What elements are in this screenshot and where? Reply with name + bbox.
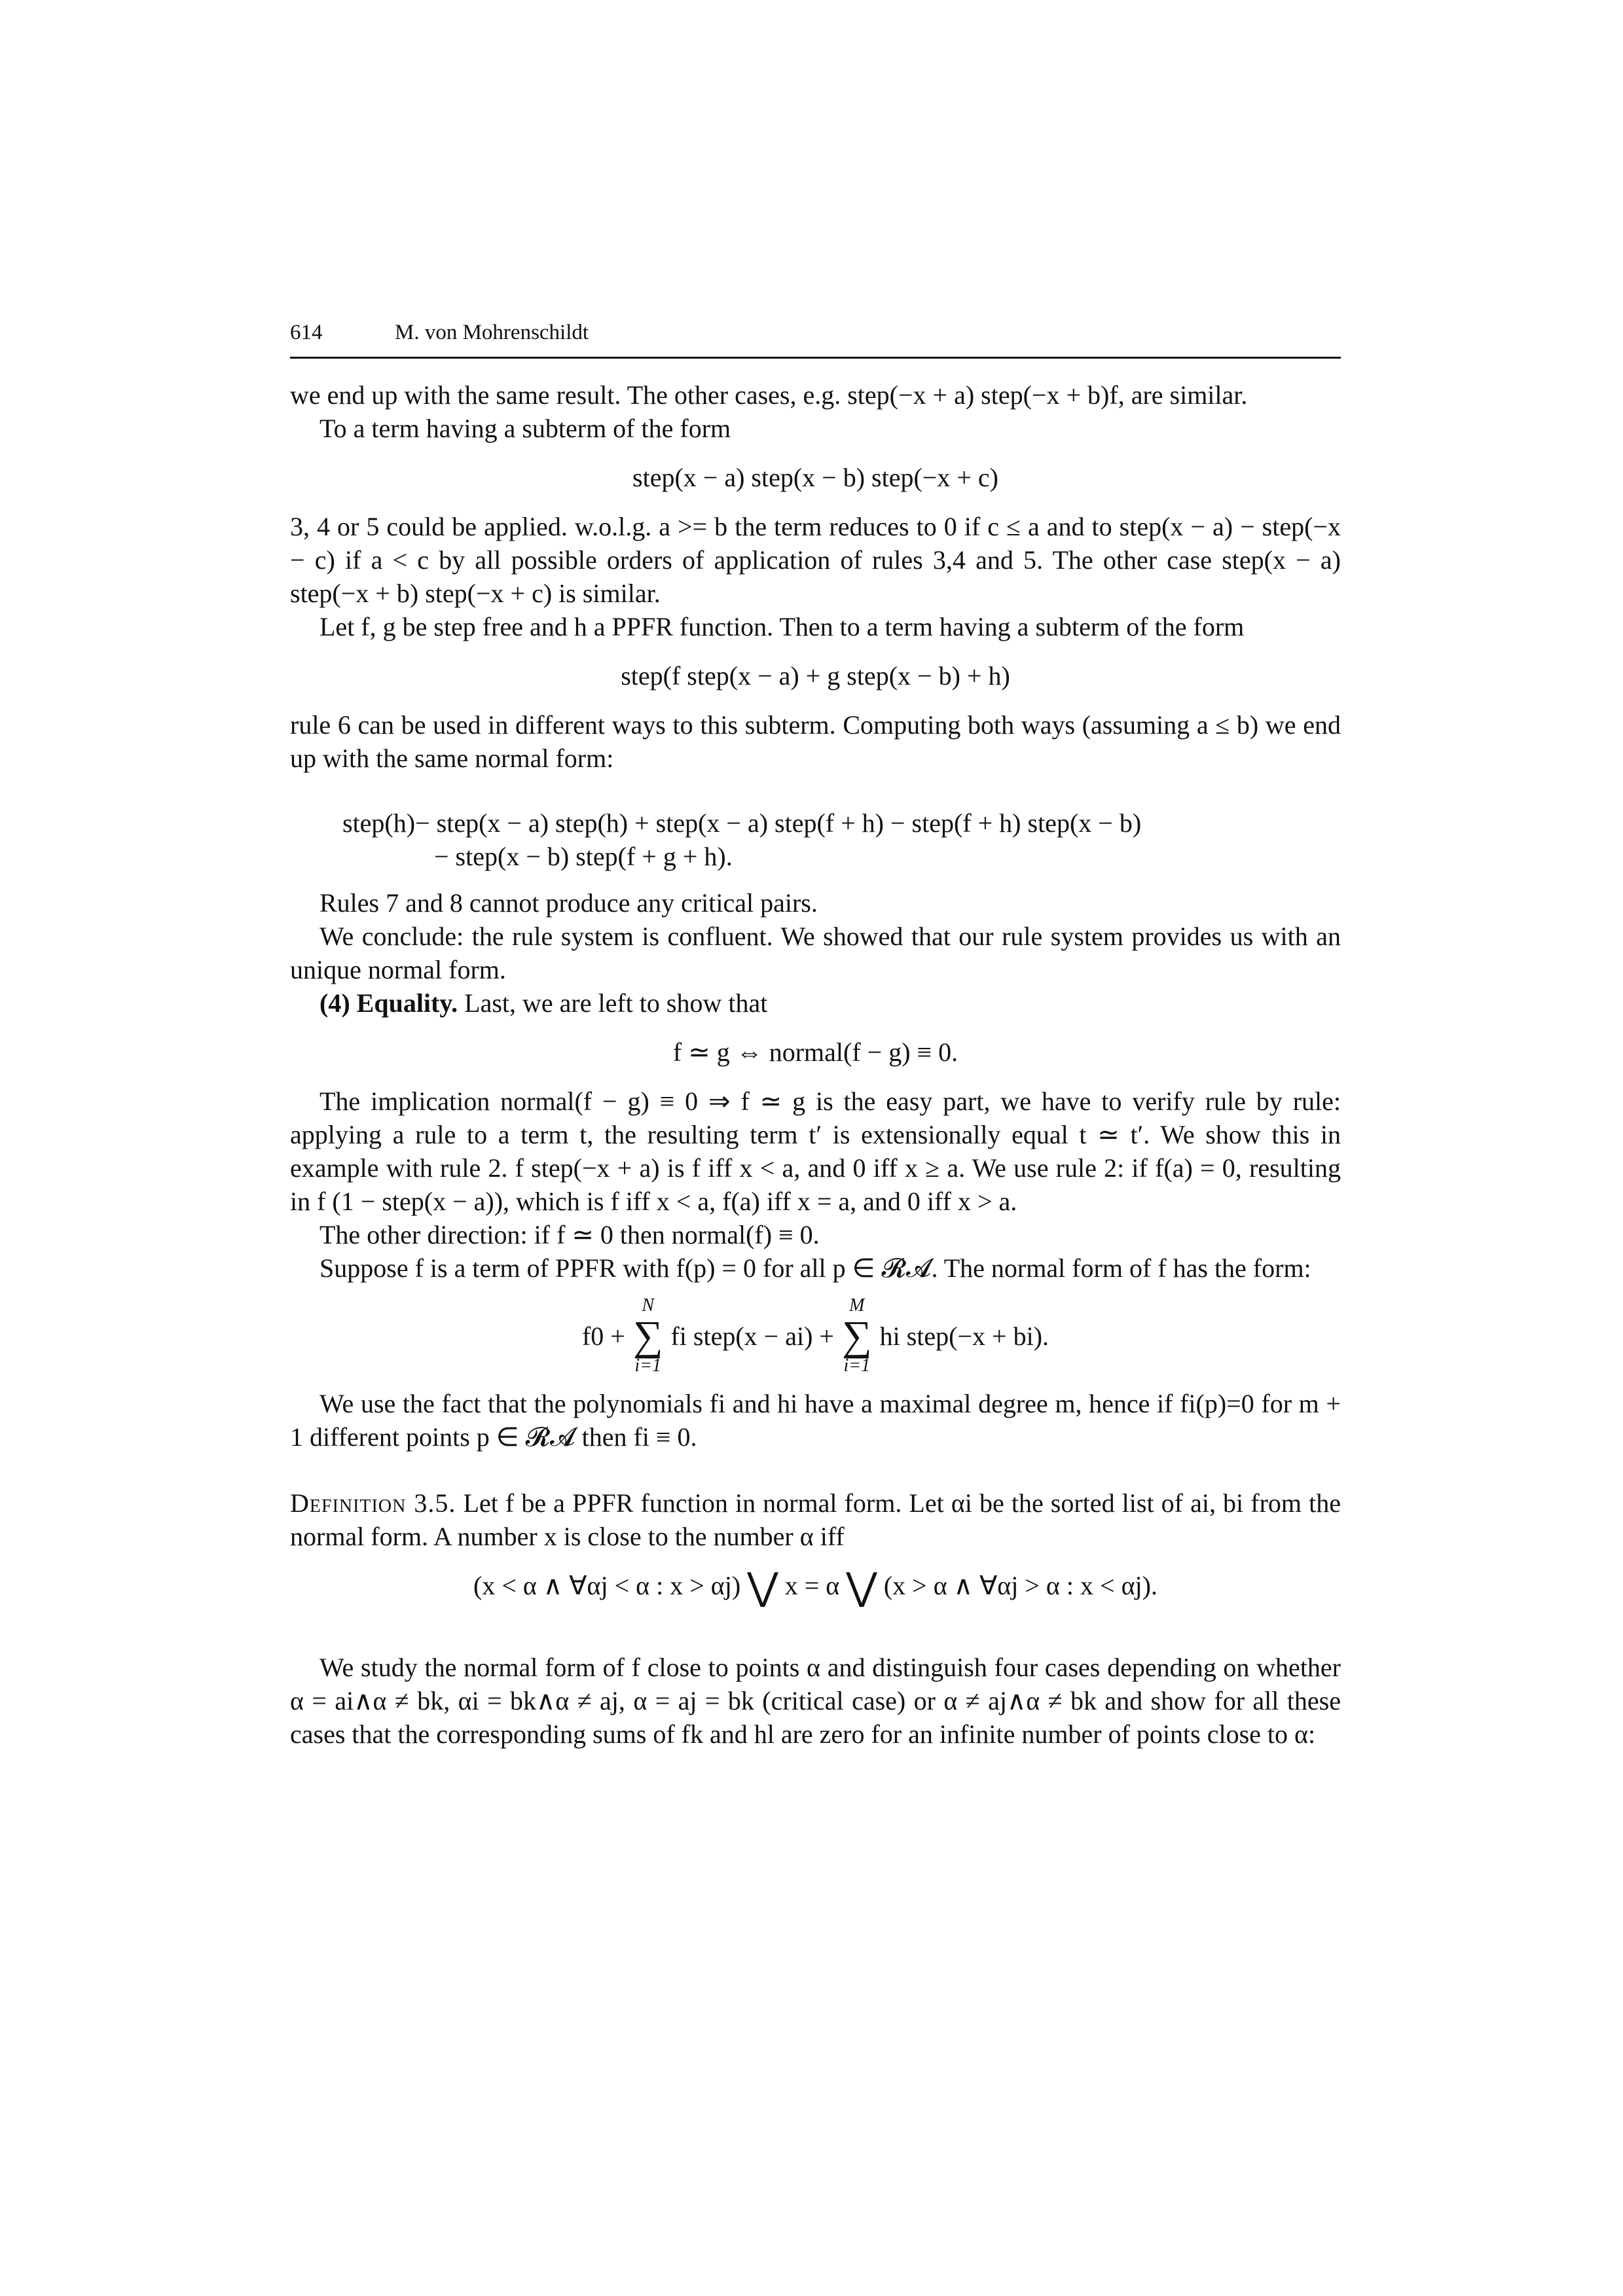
equation-part: hi step(−x + bi). <box>879 1321 1049 1351</box>
display-equation: step(f step(x − a) + g step(x − b) + h) <box>621 661 1010 691</box>
paragraph <box>290 986 1341 1020</box>
paragraph: we end up with the same result. The other cases, e.g. step(−x + a) step(−x + b)f, are similar. <box>290 380 1248 410</box>
section-label: (4) Equality. <box>319 988 458 1018</box>
equation-line: − step(x − b) step(f + g + h). <box>434 842 733 871</box>
paragraph: We study the normal form of f close to points α and distinguish four cases depending on whether α = ai∧α ≠ bk, αi = bk∧α ≠ aj, α = aj = bk (critical case) or α ≠ aj∧α ≠ bk and show for all these cases that the corresponding sums of fk and hl are zero for an infinite number of points close to α: <box>290 1653 1341 1749</box>
page-header <box>290 321 1341 355</box>
paragraph: The other direction: if f ≃ 0 then normal(f) ≡ 0. <box>319 1220 820 1249</box>
page-number: 614 <box>290 321 323 344</box>
sum-upper: N <box>642 1295 655 1316</box>
header-rule <box>290 357 1341 359</box>
equation-line: step(h)− step(x − a) step(h) + step(x − a) step(f + h) − step(f + h) step(x − b) <box>342 808 1142 838</box>
summation <box>633 1297 663 1375</box>
sum-upper: M <box>849 1295 865 1316</box>
paragraph: We use the fact that the polynomials fi and hi have a maximal degree m, hence if fi(p)=0 for m + 1 different points p ∈ 𝓡𝓐 then fi ≡ 0. <box>290 1389 1341 1452</box>
equation-part: f0 + <box>581 1321 625 1351</box>
equation-part: fi step(x − ai) + <box>670 1321 834 1351</box>
display-equation: f ≃ g ⇔ normal(f − g) ≡ 0. <box>672 1037 958 1067</box>
paragraph: The implication normal(f − g) ≡ 0 ⇒ f ≃ g is the easy part, we have to verify rule by rule: applying a rule to a term t, the resulting term t′ is extensionally equal t ≃ t′. We show this in example with rule 2. f step(−x + a) is f iff x < a, and 0 iff x ≥ a. We use rule 2: if f(a) = 0, resulting in f (1 − step(x − a)), which is f iff x < a, f(a) iff x = a, and 0 iff x > a. <box>290 1086 1341 1216</box>
equation-part: x = α <box>784 1571 840 1600</box>
paragraph: Suppose f is a term of PPFR with f(p) = 0 for all p ∈ 𝓡𝓐. The normal form of f has the form: <box>319 1253 1311 1283</box>
sigma-symbol: ∑ <box>632 1312 663 1359</box>
paragraph: To a term having a subterm of the form <box>319 414 731 443</box>
paragraph: We conclude: the rule system is confluent. We showed that our rule system provides us with an unique normal form. <box>290 922 1341 984</box>
big-vee-symbol: ⋁ <box>747 1566 778 1608</box>
equation-part: (x > α ∧ ∀αj > α : x < αj). <box>883 1571 1158 1600</box>
paragraph-text: Last, we are left to show that <box>458 988 768 1018</box>
display-equation <box>290 1566 1341 1608</box>
display-equation-multiline <box>342 806 1341 873</box>
paragraph: Rules 7 and 8 cannot produce any critical pairs. <box>319 888 818 918</box>
big-vee-symbol: ⋁ <box>846 1566 877 1608</box>
sigma-symbol: ∑ <box>841 1312 872 1359</box>
display-equation: step(x − a) step(x − b) step(−x + c) <box>632 463 998 492</box>
sum-lower: i=1 <box>634 1355 662 1376</box>
definition-label: Definition 3.5. <box>290 1488 456 1518</box>
display-equation-sum <box>290 1297 1341 1375</box>
definition-text: Let f be a PPFR function in normal form. Let αi be the sorted list of ai, bi from the normal form. A number x is close to the number α iff <box>290 1488 1341 1551</box>
running-author: M. von Mohrenschildt <box>395 321 589 344</box>
page-body <box>290 378 1341 1751</box>
paragraph: 3, 4 or 5 could be applied. w.o.l.g. a >= b the term reduces to 0 if c ≤ a and to step(x − a) − step(−x − c) if a < c by all possible orders of application of rules 3,4 and 5. The other case step(x − a) step(−x + b) step(−x + c) is similar. <box>290 512 1341 608</box>
sum-lower: i=1 <box>843 1355 871 1376</box>
paragraph: rule 6 can be used in different ways to this subterm. Computing both ways (assuming a ≤ b) we end up with the same normal form: <box>290 710 1341 773</box>
paragraph: Let f, g be step free and h a PPFR function. Then to a term having a subterm of the form <box>319 612 1245 641</box>
summation <box>842 1297 872 1375</box>
equation-part: (x < α ∧ ∀αj < α : x > αj) <box>473 1571 741 1600</box>
definition <box>290 1486 1341 1553</box>
